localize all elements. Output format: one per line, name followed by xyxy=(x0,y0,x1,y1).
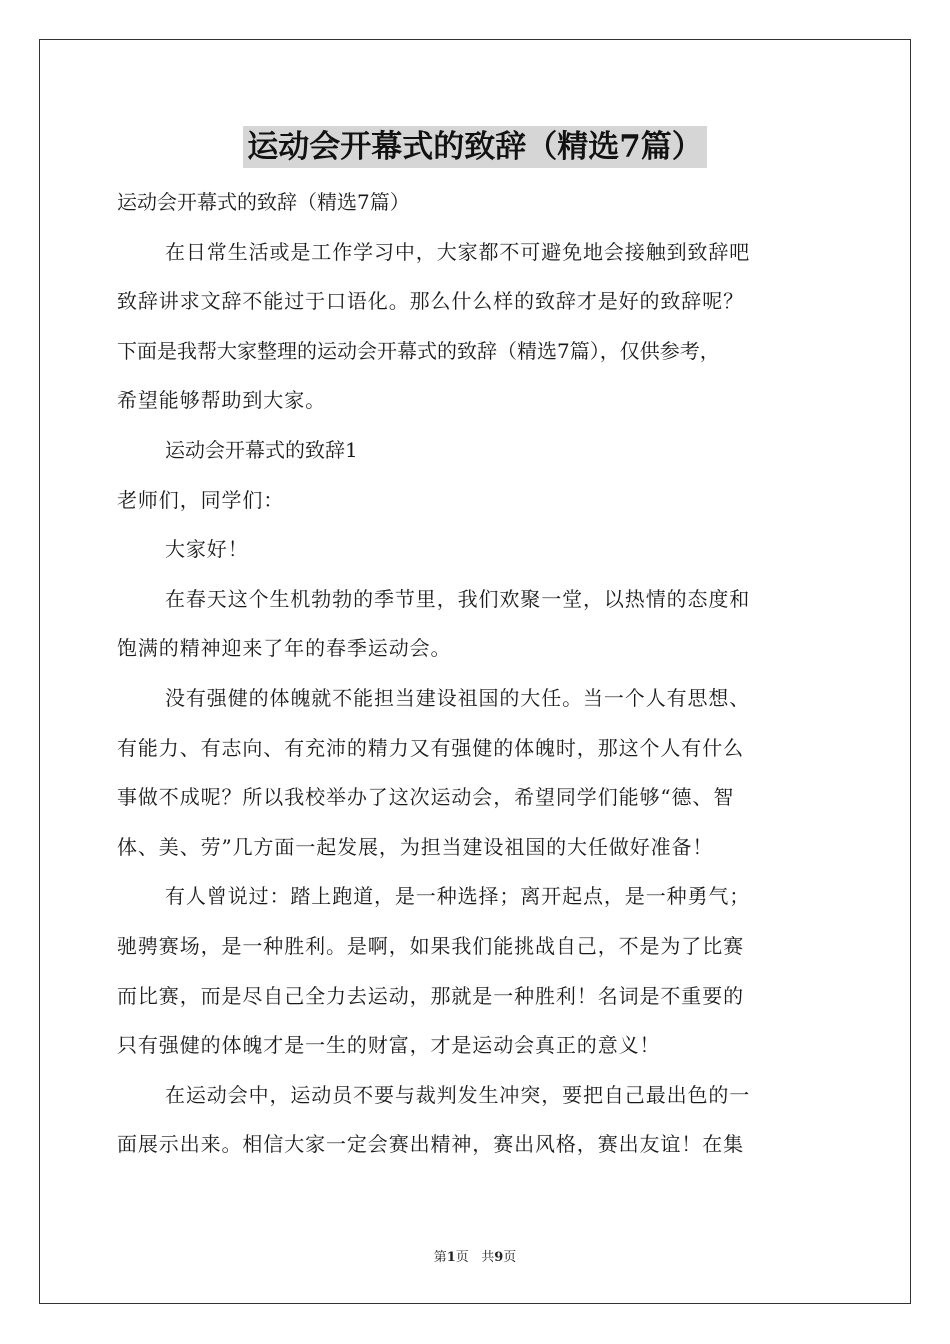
paragraph-line: 事做不成呢？所以我校举办了这次运动会，希望同学们能够“德、智 xyxy=(117,785,735,810)
footer-page-prefix: 第 xyxy=(433,1250,447,1265)
section-heading: 运动会开幕式的致辞1 xyxy=(165,437,358,462)
paragraph-line: 在运动会中，运动员不要与裁判发生冲突，要把自己最出色的一 xyxy=(165,1082,751,1107)
footer-total-suffix: 页 xyxy=(503,1250,517,1265)
paragraph-line: 没有强健的体魄就不能担当建设祖国的大任。当一个人有思想、 xyxy=(165,685,751,710)
paragraph-line: 希望能够帮助到大家。 xyxy=(117,388,326,413)
paragraph-line: 只有强健的体魄才是一生的财富，才是运动会真正的意义！ xyxy=(117,1033,661,1058)
document-title-text: 运动会开幕式的致辞（精选7篇） xyxy=(243,126,707,168)
paragraph-line: 饱满的精神迎来了年的春季运动会。 xyxy=(117,636,452,661)
paragraph-line: 面展示出来。相信大家一定会赛出精神，赛出风格，赛出友谊！在集 xyxy=(117,1132,744,1157)
footer-page-number: 1 xyxy=(446,1250,456,1265)
paragraph-line: 驰骋赛场，是一种胜利。是啊，如果我们能挑战自己，不是为了比赛 xyxy=(117,933,744,958)
paragraph-line: 在日常生活或是工作学习中，大家都不可避免地会接触到致辞吧 xyxy=(165,239,751,264)
page-footer xyxy=(0,1246,950,1265)
paragraph-line: 下面是我帮大家整理的运动会开幕式的致辞（精选7篇），仅供参考， xyxy=(117,338,720,363)
greeting-line: 大家好！ xyxy=(165,537,249,562)
footer-total-prefix: 共 xyxy=(481,1250,495,1265)
footer-total-pages: 9 xyxy=(494,1250,504,1265)
footer-page-suffix: 页 xyxy=(455,1250,469,1265)
paragraph-line: 体、美、劳”几方面一起发展，为担当建设祖国的大任做好准备！ xyxy=(117,834,714,859)
document-body xyxy=(117,178,857,1170)
paragraph-line: 在春天这个生机勃勃的季节里，我们欢聚一堂，以热情的态度和 xyxy=(165,586,751,611)
document-title xyxy=(0,126,950,168)
subtitle-line: 运动会开幕式的致辞（精选7篇） xyxy=(117,190,410,214)
paragraph-line: 致辞讲求文辞不能过于口语化。那么什么样的致辞才是好的致辞呢？ xyxy=(117,289,744,314)
paragraph-line: 有能力、有志向、有充沛的精力又有强健的体魄时，那这个人有什么 xyxy=(117,735,744,760)
salutation-line: 老师们，同学们： xyxy=(117,487,285,512)
paragraph-line: 而比赛，而是尽自己全力去运动，那就是一种胜利！名词是不重要的 xyxy=(117,983,744,1008)
paragraph-line: 有人曾说过：踏上跑道，是一种选择；离开起点，是一种勇气； xyxy=(165,884,751,909)
